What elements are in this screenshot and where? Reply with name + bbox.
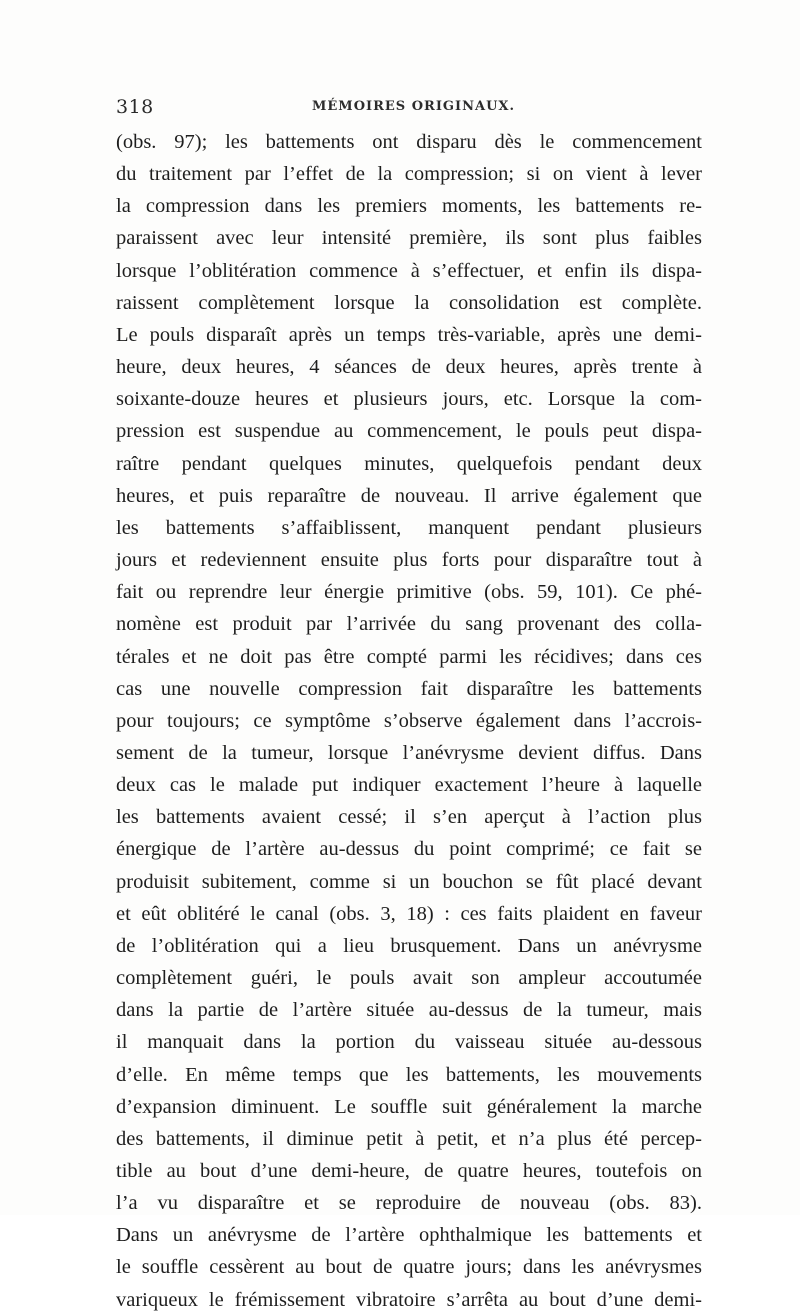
text-line: et eût oblitéré le canal (obs. 3, 18) : ces faits plaident en faveur (116, 902, 702, 925)
text-line: le souffle cessèrent au bout de quatre jours; dans les anévrysmes (116, 1256, 702, 1279)
text-line: du traitement par l’effet de la compression; si on vient à lever (116, 163, 702, 186)
text-line: paraissent avec leur intensité première, ils sont plus faibles (116, 227, 702, 250)
running-title: MÉMOIRES ORIGINAUX. (312, 99, 516, 114)
text-line: la compression dans les premiers moments, les battements re- (116, 195, 702, 218)
text-line: pression est suspendue au commencement, le pouls peut dispa- (116, 420, 702, 443)
text-line: les battements s’affaiblissent, manquent pendant plusieurs (116, 516, 702, 539)
text-line: jours et redeviennent ensuite plus forts pour disparaître tout à (116, 549, 702, 572)
text-line: il manquait dans la portion du vaisseau située au-dessous (116, 1031, 702, 1054)
text-line: Dans un anévrysme de l’artère ophthalmique les battements et (116, 1224, 702, 1247)
text-line: d’elle. En même temps que les battements, les mouvements (116, 1063, 702, 1086)
text-line: complètement guéri, le pouls avait son ampleur accoutumée (116, 967, 702, 990)
text-line: de l’oblitération qui a lieu brusquement. Dans un anévrysme (116, 934, 702, 957)
text-line: dans la partie de l’artère située au-dessus de la tumeur, mais (116, 999, 702, 1022)
text-line: deux cas le malade put indiquer exactement l’heure à laquelle (116, 774, 702, 797)
text-line: raître pendant quelques minutes, quelquefois pendant deux (116, 452, 702, 475)
text-line: sement de la tumeur, lorsque l’anévrysme devient diffus. Dans (116, 741, 702, 764)
text-line: pour toujours; ce symptôme s’observe également dans l’accrois- (116, 709, 702, 732)
text-line: énergique de l’artère au-dessus du point comprimé; ce fait se (116, 838, 702, 861)
text-line: heure, deux heures, 4 séances de deux heures, après trente à (116, 356, 702, 379)
text-line: soixante-douze heures et plusieurs jours, etc. Lorsque la com- (116, 388, 702, 411)
text-line: produisit subitement, comme si un bouchon se fût placé devant (116, 870, 702, 893)
text-line: cas une nouvelle compression fait disparaître les battements (116, 677, 702, 700)
text-line: Le pouls disparaît après un temps très-variable, après une demi- (116, 323, 702, 346)
text-line: térales et ne doit pas être compté parmi les récidives; dans ces (116, 645, 702, 668)
text-line: l’a vu disparaître et se reproduire de nouveau (obs. 83). (116, 1192, 702, 1215)
text-line: tible au bout d’une demi-heure, de quatre heures, toutefois on (116, 1160, 702, 1182)
body-text (116, 126, 702, 1316)
text-line: les battements avaient cessé; il s’en aperçut à l’action plus (116, 806, 702, 829)
text-line: d’expansion diminuent. Le souffle suit généralement la marche (116, 1095, 702, 1118)
text-line: des battements, il diminue petit à petit, et n’a plus été percep- (116, 1127, 702, 1150)
text-line: raissent complètement lorsque la consolidation est complète. (116, 291, 702, 314)
text-line: heures, et puis reparaître de nouveau. Il arrive également que (116, 484, 702, 507)
text-line: nomène est produit par l’arrivée du sang provenant des colla- (116, 613, 702, 636)
page-number: 318 (116, 96, 154, 118)
text-line: fait ou reprendre leur énergie primitive (obs. 59, 101). Ce phé- (116, 581, 702, 604)
text-line: (obs. 97); les battements ont disparu dès le commencement (116, 131, 702, 153)
running-head (116, 96, 702, 122)
text-line: variqueux le frémissement vibratoire s’arrêta au bout d’une demi- (116, 1288, 702, 1311)
text-line: lorsque l’oblitération commence à s’effectuer, et enfin ils dispa- (116, 259, 702, 282)
